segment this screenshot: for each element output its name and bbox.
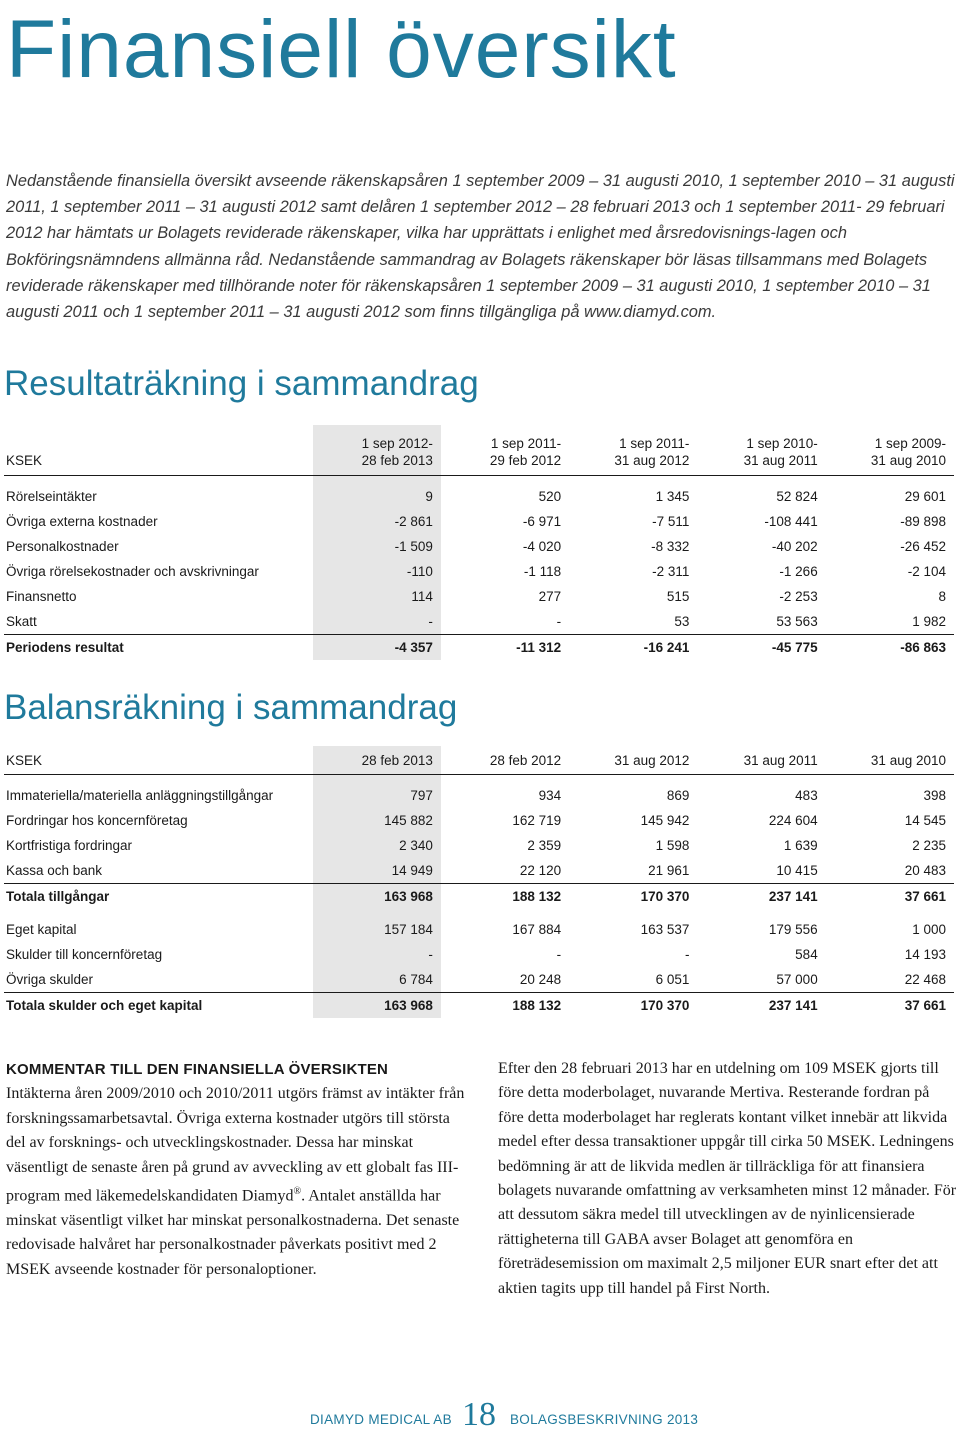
row-label: Periodens resultat (4, 635, 313, 661)
page-footer (0, 1396, 960, 1440)
value-cell: 157 184 (313, 917, 441, 942)
table-row (4, 858, 954, 884)
balans-heading: Balansräkning i sammandrag (4, 688, 458, 727)
value-cell: 14 545 (904, 813, 946, 828)
column-header: 28 feb 2013 (313, 746, 441, 775)
table-row (4, 808, 954, 833)
value-cell: 1 639 (783, 838, 818, 853)
value-cell: -1 509 (313, 534, 441, 559)
table-row (4, 559, 954, 584)
intro-paragraph: Nedanstående finansiella översikt avseende räkenskapsåren 1 september 2009 – 31 augusti 2010, 1 september 2010 – 31 augusti 2011, 1 september 2011 – 31 augusti 2012 samt delåren 1 september 2012 – 28 februari 2013 och 1 september 2011- 29 februari 2012 har hämtats ur Bolagets reviderade räkenskaper, vilka har upprättats i enlighet med årsredovisnings-lagen och Bokföringsnämndens allmänna råd. Nedanstående sammandrag av Bolagets räkenskaper bör läsas tillsammans med Bolagets reviderade räkenskaper med tillhörande noter för räkenskapsåren 1 september 2009 – 31 augusti 2010, 1 september 2010 – 31 augusti 2011 och 1 september 2011 – 31 augusti 2012 som finns tillgängliga på www.diamyd.com. (6, 172, 955, 322)
value-cell: 584 (795, 947, 818, 962)
value-cell: 20 248 (519, 972, 562, 987)
value-cell: -1 118 (523, 564, 562, 579)
header-cell (4, 425, 313, 451)
column-header: 28 feb 2012 (441, 746, 569, 775)
value-cell: -7 511 (652, 514, 690, 529)
row-label: Kortfristiga fordringar (6, 838, 133, 853)
value-cell: -45 775 (697, 635, 825, 661)
column-header-bottom: 31 aug 2010 (826, 451, 954, 476)
value-cell: 188 132 (441, 993, 569, 1019)
value-cell: -16 241 (569, 635, 697, 661)
table-row (4, 967, 954, 993)
value-cell: -4 020 (522, 539, 562, 554)
footer-company: DIAMYD MEDICAL AB (310, 1412, 452, 1427)
column-header: 31 aug 2012 (569, 746, 697, 775)
row-label: Övriga rörelsekostnader och avskrivningar (6, 564, 259, 579)
value-cell: - (556, 947, 562, 962)
value-cell: -11 312 (441, 635, 569, 661)
column-header-top: 1 sep 2012- (313, 425, 441, 451)
value-cell: - (556, 614, 562, 629)
balans-rows (4, 783, 954, 1018)
kommentar-heading: KOMMENTAR TILL DEN FINANSIELLA ÖVERSIKTEN (6, 1061, 389, 1078)
row-label: Övriga skulder (6, 972, 94, 987)
value-cell: 237 141 (697, 993, 825, 1019)
value-cell: 22 468 (904, 972, 946, 987)
value-cell: 37 661 (826, 993, 954, 1019)
value-cell: 14 193 (904, 947, 946, 962)
value-cell: -2 253 (779, 589, 818, 604)
row-label: Fordringar hos koncernföretag (6, 813, 188, 828)
value-cell: -2 311 (652, 564, 690, 579)
value-cell: 2 359 (527, 838, 562, 853)
value-cell: 57 000 (776, 972, 818, 987)
table-row (4, 484, 954, 509)
value-cell: 114 (313, 584, 441, 609)
column-header-bottom: 29 feb 2012 (441, 451, 569, 476)
value-cell: -2 861 (313, 509, 441, 534)
value-cell: -4 357 (313, 635, 441, 661)
unit-label: KSEK (4, 451, 313, 476)
column-header-bottom: 31 aug 2012 (569, 451, 697, 476)
column-header-top: 1 sep 2009- (874, 436, 946, 451)
value-cell: 145 882 (313, 808, 441, 833)
value-cell: -6 971 (522, 514, 562, 529)
value-cell: - (684, 947, 690, 962)
value-cell: 37 661 (826, 884, 954, 910)
value-cell: 29 601 (904, 489, 946, 504)
value-cell: 398 (923, 788, 946, 803)
value-cell: -2 104 (907, 564, 946, 579)
column-header-bottom: 31 aug 2011 (697, 451, 825, 476)
value-cell: 2 340 (313, 833, 441, 858)
kommentar-text-part2: . Antalet anställda har minskat väsentligt vilket har minskat personalkostnaderna. Det senaste redovisade halvåret har personalkostnader påverkats positivt med 2 MSEK avseende kostnader för personaloptioner. (6, 1187, 460, 1278)
row-label: Skatt (6, 614, 37, 629)
value-cell: 9 (313, 484, 441, 509)
resultat-rows (4, 484, 954, 660)
table-row (4, 917, 954, 942)
row-label: Skulder till koncernföretag (6, 947, 163, 962)
row-label: Immateriella/materiella anläggningstillgångar (6, 788, 274, 803)
row-label: Övriga externa kostnader (6, 514, 158, 529)
footer-document: BOLAGSBESKRIVNING 2013 (510, 1412, 699, 1427)
table-row (4, 584, 954, 609)
value-cell: 167 884 (512, 922, 562, 937)
value-cell: 1 982 (912, 614, 946, 629)
row-label: Eget kapital (6, 922, 77, 937)
value-cell: 188 132 (441, 884, 569, 910)
row-label: Personalkostnader (6, 539, 119, 554)
registered-mark: ® (293, 1186, 302, 1198)
value-cell: 6 051 (655, 972, 690, 987)
value-cell: 10 415 (776, 863, 818, 878)
value-cell: 163 537 (640, 922, 690, 937)
value-cell: - (313, 609, 441, 635)
table-row (4, 609, 954, 635)
kommentar-section (6, 1058, 468, 1282)
value-cell: 515 (666, 589, 690, 604)
column-header-bottom: 28 feb 2013 (313, 451, 441, 476)
value-cell: 53 563 (776, 614, 818, 629)
value-cell: 520 (538, 489, 562, 504)
column-header: 31 aug 2011 (697, 746, 825, 775)
column-header-top: 1 sep 2011- (619, 436, 690, 451)
resultat-heading: Resultaträkning i sammandrag (4, 364, 479, 403)
column-header: 31 aug 2010 (826, 746, 954, 775)
value-cell: 20 483 (904, 863, 946, 878)
row-label: Rörelseintäkter (6, 489, 97, 504)
value-cell: 163 968 (313, 993, 441, 1019)
table-row (4, 509, 954, 534)
value-cell: 163 968 (313, 884, 441, 910)
value-cell: -89 898 (900, 514, 946, 529)
value-cell: 2 235 (912, 838, 946, 853)
value-cell: 170 370 (569, 884, 697, 910)
value-cell: -86 863 (826, 635, 954, 661)
balans-table (4, 746, 954, 1018)
value-cell: 8 (938, 589, 946, 604)
total-row (4, 993, 954, 1019)
value-cell: - (313, 942, 441, 967)
table-row (4, 833, 954, 858)
table-row (4, 942, 954, 967)
total-row (4, 635, 954, 661)
value-cell: 797 (313, 783, 441, 808)
table-row (4, 783, 954, 808)
total-row (4, 884, 954, 910)
kommentar-text-part1: Intäkterna åren 2009/2010 och 2010/2011 utgörs främst av intäkter från forskningssamarbetsavtal. Övriga externa kostnader utgörs till största del av forsknings- och utvecklingskostnader. Dessa har minskat väsentligt de senaste åren på grund av avveckling av ett globalt fas III-program med läkemedelskandidaten Diamyd (6, 1085, 465, 1205)
value-cell: -40 202 (771, 539, 818, 554)
value-cell: 934 (538, 788, 562, 803)
value-cell: -26 452 (900, 539, 946, 554)
kommentar-right-column: Efter den 28 februari 2013 har en utdelning om 109 MSEK gjorts till före detta moderbolaget, nuvarande Mertiva. Resterande fordran på före detta moderbolaget har reglerats kontant vilket innebär att likvida medel efter dessa transaktioner uppgår till cirka 50 MSEK. Ledningens bedömning är att de likvida medlen är tillräckliga för att finansiera bolagets nuvarande omfattning av verksamheten minst 12 månader. För att dessutom säkra medel till utvecklingen av de nyinlicensierade rättigheterna till GABA avser Bolaget att genomföra en företrädesemission om maximalt 2,5 miljoner EUR snart efter det att aktien tagits upp till handel på First North. (498, 1060, 957, 1297)
value-cell: 22 120 (519, 863, 562, 878)
value-cell: 21 961 (648, 863, 690, 878)
resultat-table (4, 425, 954, 660)
value-cell: 237 141 (697, 884, 825, 910)
row-label: Finansnetto (6, 589, 77, 604)
value-cell: -8 332 (651, 539, 690, 554)
value-cell: -110 (313, 559, 441, 584)
value-cell: 170 370 (569, 993, 697, 1019)
unit-label: KSEK (4, 746, 313, 775)
value-cell: 224 604 (768, 813, 818, 828)
row-label: Totala skulder och eget kapital (4, 993, 313, 1019)
value-cell: -108 441 (764, 514, 818, 529)
value-cell: 53 (674, 614, 690, 629)
column-header-top: 1 sep 2011- (490, 436, 562, 451)
value-cell: 179 556 (768, 922, 818, 937)
value-cell: 145 942 (640, 813, 690, 828)
value-cell: 483 (795, 788, 818, 803)
value-cell: 6 784 (313, 967, 441, 993)
value-cell: 52 824 (776, 489, 818, 504)
row-label: Kassa och bank (6, 863, 103, 878)
page-title: Finansiell översikt (6, 4, 677, 95)
value-cell: 869 (666, 788, 690, 803)
page-number: 18 (462, 1396, 496, 1433)
value-cell: 1 345 (655, 489, 690, 504)
value-cell: 1 000 (912, 922, 946, 937)
table-row (4, 534, 954, 559)
row-label: Totala tillgångar (4, 884, 313, 910)
value-cell: 277 (538, 589, 562, 604)
value-cell: 1 598 (655, 838, 690, 853)
column-header-top: 1 sep 2010- (746, 436, 818, 451)
value-cell: 14 949 (313, 858, 441, 884)
value-cell: -1 266 (779, 564, 818, 579)
value-cell: 162 719 (512, 813, 562, 828)
